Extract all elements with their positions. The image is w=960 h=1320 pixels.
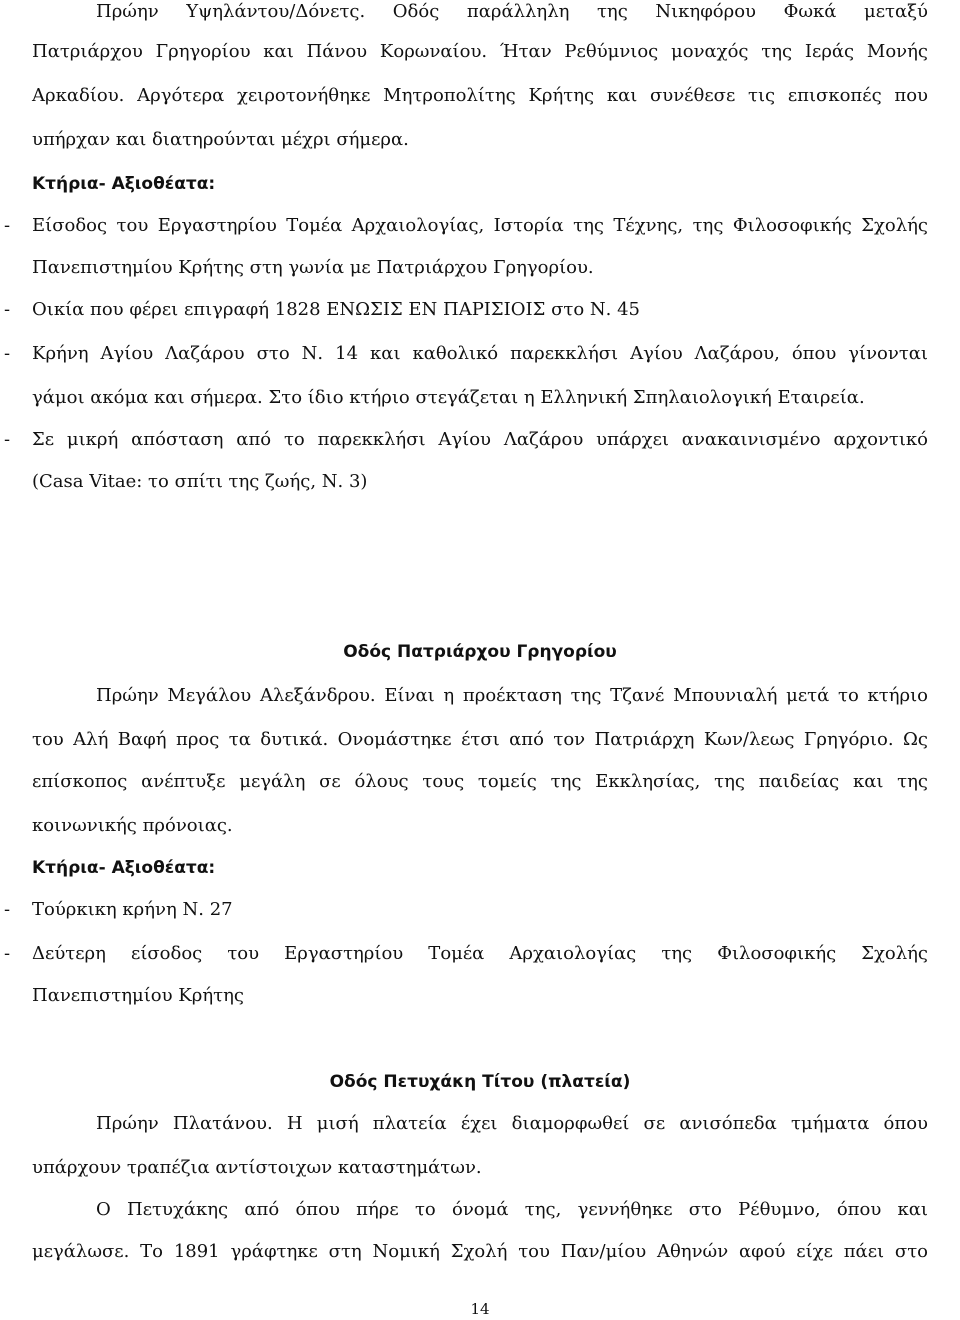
paragraph-line: υπήρχαν και διατηρούνται μέχρι σήμερα.	[32, 129, 409, 150]
list-item-line: (Casa Vitae: το σπίτι της ζωής, Ν. 3)	[32, 471, 368, 492]
list-item-line: Οικία που φέρει επιγραφή 1828 ΕΝΩΣΙΣ ΕΝ ΠΑΡΙΣΙΟΙΣ στο Ν. 45	[32, 299, 640, 320]
paragraph-line: μεγάλωσε. Το 1891 γράφτηκε στη Νομική Σχολή του Παν/μίου Αθηνών αφού είχε πάει στο	[32, 1241, 928, 1262]
paragraph-line: Πρώην Υψηλάντου/Δόνετς. Οδός παράλληλη της Νικηφόρου Φωκά μεταξύ	[96, 1, 928, 22]
paragraph-line: κοινωνικής πρόνοιας.	[32, 815, 233, 836]
list-item-line: Σε μικρή απόσταση από το παρεκκλήσι Αγίου Λαζάρου υπάρχει ανακαινισμένο αρχοντικό	[32, 429, 928, 450]
list-item-line: Είσοδος του Εργαστηρίου Τομέα Αρχαιολογίας, Ιστορία της Τέχνης, της Φιλοσοφικής Σχολής	[32, 215, 928, 236]
sights-heading: Κτήρια- Αξιοθέατα:	[32, 858, 216, 878]
paragraph-line: Πρώην Μεγάλου Αλεξάνδρου. Είναι η προέκταση της Τζανέ Μπουνιαλή μετά το κτήριο	[96, 685, 928, 706]
list-bullet: -	[4, 943, 11, 964]
paragraph-line: του Αλή Βαφή προς τα δυτικά. Ονομάστηκε έτσι από τον Πατριάρχη Κων/λεως Γρηγόριο. Ως	[32, 729, 928, 750]
paragraph-line: επίσκοπος ανέπτυξε μεγάλη σε όλους τους τομείς της Εκκλησίας, της παιδείας και της	[32, 771, 928, 792]
paragraph-line: Ο Πετυχάκης από όπου πήρε το όνομά της, γεννήθηκε στο Ρέθυμνο, όπου και	[96, 1199, 928, 1220]
list-bullet: -	[4, 215, 11, 236]
list-bullet: -	[4, 343, 11, 364]
list-bullet: -	[4, 899, 11, 920]
list-item-line: Πανεπιστημίου Κρήτης	[32, 985, 244, 1006]
list-bullet: -	[4, 299, 11, 320]
list-bullet: -	[4, 429, 11, 450]
section-title: Οδός Πατριάρχου Γρηγορίου	[343, 642, 617, 662]
list-item-line: Τούρκικη κρήνη Ν. 27	[32, 899, 233, 920]
list-item-line: Πανεπιστημίου Κρήτης στη γωνία με Πατριάρχου Γρηγορίου.	[32, 257, 594, 278]
paragraph-line: υπάρχουν τραπέζια αντίστοιχων καταστημάτων.	[32, 1157, 482, 1178]
list-item-line: Κρήνη Αγίου Λαζάρου στο Ν. 14 και καθολικό παρεκκλήσι Αγίου Λαζάρου, όπου γίνονται	[32, 343, 928, 364]
paragraph-line: Πατριάρχου Γρηγορίου και Πάνου Κορωναίου. Ήταν Ρεθύμνιος μοναχός της Ιεράς Μονής	[32, 41, 928, 62]
list-item-line: γάμοι ακόμα και σήμερα. Στο ίδιο κτήριο στεγάζεται η Ελληνική Σπηλαιολογική Εταιρεία.	[32, 387, 865, 408]
paragraph-line: Πρώην Πλατάνου. Η μισή πλατεία έχει διαμορφωθεί σε ανισόπεδα τμήματα όπου	[96, 1113, 928, 1134]
section-title: Οδός Πετυχάκη Τίτου (πλατεία)	[329, 1072, 631, 1092]
page-number: 14	[470, 1300, 490, 1318]
paragraph-line: Αρκαδίου. Αργότερα χειροτονήθηκε Μητροπολίτης Κρήτης και συνέθεσε τις επισκοπές που	[32, 85, 928, 106]
list-item-line: Δεύτερη είσοδος του Εργαστηρίου Τομέα Αρχαιολογίας της Φιλοσοφικής Σχολής	[32, 943, 928, 964]
sights-heading: Κτήρια- Αξιοθέατα:	[32, 174, 216, 194]
